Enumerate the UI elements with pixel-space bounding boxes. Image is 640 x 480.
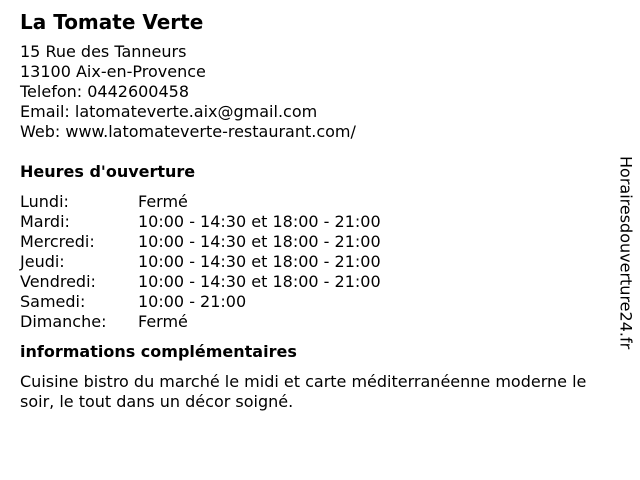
day-label: Lundi: xyxy=(20,192,69,211)
restaurant-card xyxy=(20,10,610,412)
day-hours: 10:00 - 14:30 et 18:00 - 21:00 xyxy=(138,272,381,291)
city-address: 13100 Aix-en-Provence xyxy=(20,62,206,81)
address-block xyxy=(20,42,610,142)
day-hours: 10:00 - 14:30 et 18:00 - 21:00 xyxy=(138,252,381,271)
phone-number: Telefon: 0442600458 xyxy=(20,82,190,101)
hours-row-tuesday xyxy=(20,212,610,232)
day-label: Samedi: xyxy=(20,292,86,311)
day-hours: 10:00 - 14:30 et 18:00 - 21:00 xyxy=(138,212,381,231)
street-address: 15 Rue des Tanneurs xyxy=(20,42,187,61)
day-label: Jeudi: xyxy=(20,252,65,271)
day-label: Vendredi: xyxy=(20,272,96,291)
opening-hours-heading: Heures d'ouverture xyxy=(20,162,196,181)
hours-row-friday xyxy=(20,272,610,292)
opening-hours-table xyxy=(20,192,610,332)
hours-row-sunday xyxy=(20,312,610,332)
hours-row-monday xyxy=(20,192,610,212)
hours-row-saturday xyxy=(20,292,610,312)
watermark-text: Horairesdouverture24.fr xyxy=(616,155,636,350)
day-hours: Fermé xyxy=(138,312,188,331)
additional-info-text: Cuisine bistro du marché le midi et carte méditerranéenne moderne le soir, le tout dans un décor soigné. xyxy=(20,372,587,411)
watermark xyxy=(612,130,640,375)
day-hours: Fermé xyxy=(138,192,188,211)
email-address: Email: latomateverte.aix@gmail.com xyxy=(20,102,318,121)
website-address: Web: www.latomateverte-restaurant.com/ xyxy=(20,122,356,141)
day-label: Mardi: xyxy=(20,212,70,231)
day-label: Mercredi: xyxy=(20,232,95,251)
additional-info-heading: informations complémentaires xyxy=(20,342,297,361)
day-label: Dimanche: xyxy=(20,312,107,331)
hours-row-thursday xyxy=(20,252,610,272)
day-hours: 10:00 - 14:30 et 18:00 - 21:00 xyxy=(138,232,381,251)
restaurant-name: La Tomate Verte xyxy=(20,10,204,34)
hours-row-wednesday xyxy=(20,232,610,252)
day-hours: 10:00 - 21:00 xyxy=(138,292,247,311)
